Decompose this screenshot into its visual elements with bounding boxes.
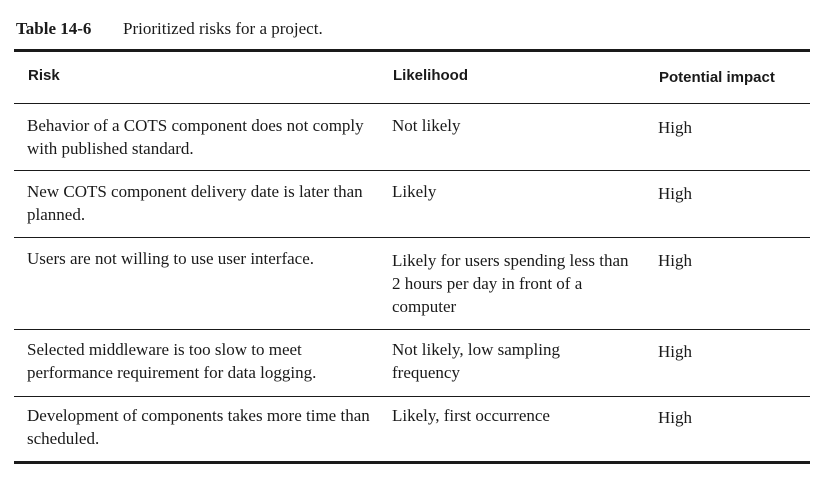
table-number: Table 14-6 (16, 19, 92, 38)
risk-cell: Selected middleware is too slow to meet performance requirement for data logging. (27, 340, 317, 382)
header-likelihood: Likelihood (393, 67, 468, 84)
impact-cell: High (658, 342, 692, 361)
impact-cell: High (658, 408, 692, 427)
impact-cell: High (658, 118, 692, 137)
risk-cell: Development of components takes more time than scheduled. (27, 406, 370, 448)
header-rule (14, 103, 810, 104)
row-divider (14, 237, 810, 238)
row-divider (14, 396, 810, 397)
top-rule (14, 49, 810, 52)
row-divider (14, 170, 810, 171)
likelihood-cell: Likely, first occurrence (392, 406, 550, 425)
header-risk: Risk (28, 67, 60, 84)
impact-cell: High (658, 184, 692, 203)
likelihood-cell: Likely (392, 182, 437, 201)
impact-cell: High (658, 251, 692, 270)
bottom-rule (14, 461, 810, 464)
likelihood-cell: Likely for users spending less than 2 hours per day in front of a computer (392, 251, 629, 316)
risk-cell: Behavior of a COTS component does not comply with published standard. (27, 116, 364, 158)
table-title: Prioritized risks for a project. (123, 19, 323, 38)
risk-cell: New COTS component delivery date is later than planned. (27, 182, 363, 224)
table-caption (16, 19, 323, 39)
likelihood-cell: Not likely, low sampling frequency (392, 340, 560, 382)
header-potential-impact: Potential impact (659, 69, 775, 86)
risk-cell: Users are not willing to use user interface. (27, 249, 315, 268)
likelihood-cell: Not likely (392, 116, 461, 135)
row-divider (14, 329, 810, 330)
